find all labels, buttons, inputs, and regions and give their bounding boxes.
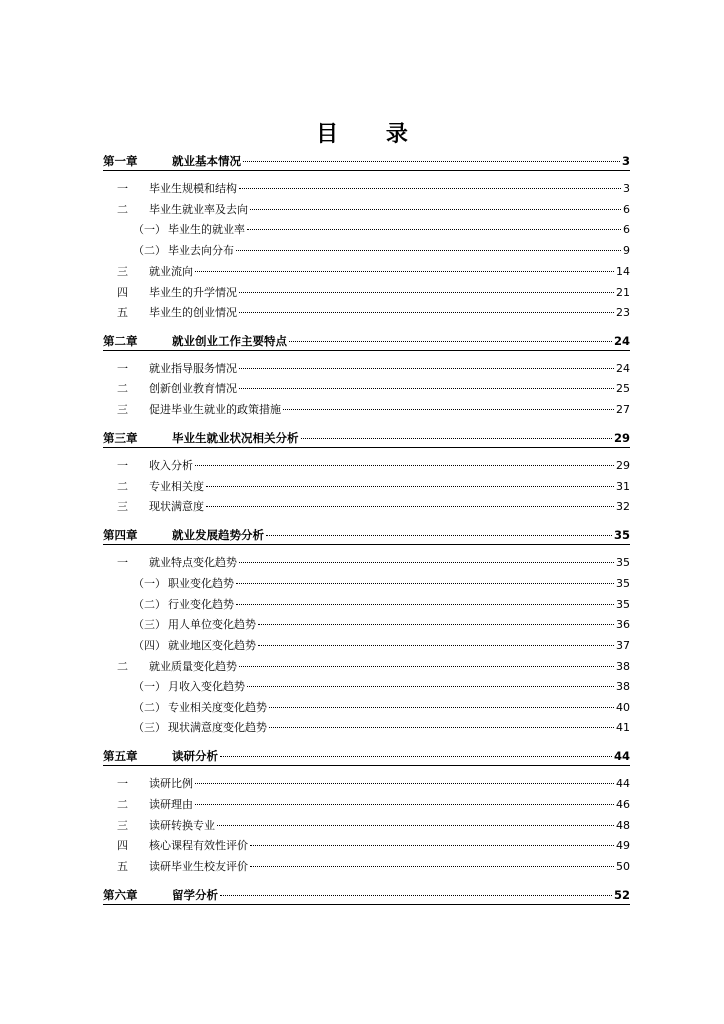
chapter-underline	[103, 170, 630, 171]
toc-entry-number: 一	[117, 459, 128, 472]
toc-entry-label: 就业基本情况	[172, 154, 241, 168]
toc-entry-label: 用人单位变化趋势	[168, 618, 256, 631]
toc-entry-page-number: 37	[616, 639, 630, 652]
toc-entry-number: 四	[117, 839, 128, 852]
toc-subsection-entry[interactable]	[103, 222, 630, 238]
toc-section-entry[interactable]	[103, 776, 630, 792]
toc-section-entry[interactable]	[103, 859, 630, 875]
toc-entry-number: 第二章	[103, 334, 138, 348]
toc-entry-label: 就业特点变化趋势	[149, 556, 237, 569]
page-title: 目 录	[316, 122, 428, 147]
dot-leader	[301, 438, 612, 439]
toc-section-entry[interactable]	[103, 659, 630, 675]
dot-leader	[250, 845, 614, 846]
toc-entry-page-number: 44	[613, 749, 630, 763]
dot-leader	[206, 486, 614, 487]
dot-leader	[236, 583, 614, 584]
toc-subsection-entry[interactable]	[103, 617, 630, 633]
toc-entry-label: 毕业生的就业率	[168, 223, 245, 236]
toc-entry-label: 就业指导服务情况	[149, 362, 237, 375]
toc-entry-page-number: 52	[613, 888, 630, 902]
toc-entry-number: 一	[117, 777, 128, 790]
toc-entry-page-number: 29	[613, 431, 630, 445]
dot-leader	[220, 756, 612, 757]
toc-entry-number: 一	[117, 556, 128, 569]
chapter-underline	[103, 904, 630, 905]
dot-leader	[269, 727, 614, 728]
toc-section-entry[interactable]	[103, 458, 630, 474]
toc-entry-number: （三）	[133, 721, 166, 734]
toc-entry-page-number: 6	[623, 223, 630, 236]
toc-entry-label: 收入分析	[149, 459, 193, 472]
dot-leader	[239, 562, 614, 563]
toc-entry-label: 就业地区变化趋势	[168, 639, 256, 652]
toc-entry-label: 毕业生规模和结构	[149, 182, 237, 195]
toc-entry-number: 第四章	[103, 528, 138, 542]
toc-entry-label: 促进毕业生就业的政策措施	[149, 403, 281, 416]
toc-entry-page-number: 21	[616, 286, 630, 299]
toc-chapter-entry[interactable]	[103, 527, 630, 543]
chapter-underline	[103, 544, 630, 545]
toc-entry-page-number: 3	[621, 154, 630, 168]
chapter-underline	[103, 765, 630, 766]
toc-section-entry[interactable]	[103, 381, 630, 397]
dot-leader	[195, 804, 614, 805]
dot-leader	[247, 686, 614, 687]
toc-section-entry[interactable]	[103, 305, 630, 321]
toc-section-entry[interactable]	[103, 479, 630, 495]
toc-entry-label: 读研理由	[149, 798, 193, 811]
dot-leader	[258, 624, 614, 625]
toc-entry-number: 二	[117, 660, 128, 673]
toc-entry-number: （四）	[133, 639, 166, 652]
toc-entry-page-number: 25	[616, 382, 630, 395]
toc-entry-number: （一）	[133, 680, 166, 693]
toc-entry-label: 月收入变化趋势	[168, 680, 245, 693]
toc-entry-number: 二	[117, 203, 128, 216]
toc-subsection-entry[interactable]	[103, 638, 630, 654]
dot-leader	[250, 209, 621, 210]
dot-leader	[250, 866, 614, 867]
toc-entry-number: 二	[117, 382, 128, 395]
toc-entry-page-number: 50	[616, 860, 630, 873]
toc-entry-number: 二	[117, 798, 128, 811]
toc-entry-page-number: 36	[616, 618, 630, 631]
toc-entry-label: 毕业生就业率及去向	[149, 203, 248, 216]
toc-entry-page-number: 41	[616, 721, 630, 734]
dot-leader	[195, 783, 614, 784]
toc-entry-number: （二）	[133, 244, 166, 257]
toc-entry-page-number: 31	[616, 480, 630, 493]
toc-section-entry[interactable]	[103, 818, 630, 834]
toc-subsection-entry[interactable]	[103, 720, 630, 736]
dot-leader	[239, 388, 614, 389]
toc-entry-label: 现状满意度变化趋势	[168, 721, 267, 734]
toc-entry-number: 五	[117, 306, 128, 319]
toc-subsection-entry[interactable]	[103, 243, 630, 259]
dot-leader	[266, 535, 612, 536]
dot-leader	[239, 188, 621, 189]
dot-leader	[283, 409, 614, 410]
toc-entry-page-number: 35	[616, 577, 630, 590]
toc-entry-number: 三	[117, 819, 128, 832]
toc-entry-number: 三	[117, 265, 128, 278]
toc-section-entry[interactable]	[103, 202, 630, 218]
toc-entry-number: 一	[117, 182, 128, 195]
dot-leader	[195, 465, 614, 466]
dot-leader	[258, 645, 614, 646]
toc-entry-number: 三	[117, 403, 128, 416]
toc-entry-label: 就业质量变化趋势	[149, 660, 237, 673]
toc-entry-page-number: 27	[616, 403, 630, 416]
toc-chapter-entry[interactable]	[103, 887, 630, 903]
toc-entry-number: 四	[117, 286, 128, 299]
dot-leader	[236, 250, 621, 251]
toc-entry-number: 第三章	[103, 431, 138, 445]
toc-entry-number: （二）	[133, 598, 166, 611]
toc-entry-label: 留学分析	[172, 888, 218, 902]
toc-entry-label: 职业变化趋势	[168, 577, 234, 590]
toc-subsection-entry[interactable]	[103, 679, 630, 695]
toc-chapter-entry[interactable]	[103, 333, 630, 349]
toc-section-entry[interactable]	[103, 264, 630, 280]
toc-entry-number: （一）	[133, 223, 166, 236]
toc-entry-page-number: 29	[616, 459, 630, 472]
toc-entry-page-number: 24	[616, 362, 630, 375]
dot-leader	[239, 666, 614, 667]
toc-entry-page-number: 38	[616, 660, 630, 673]
toc-entry-number: （二）	[133, 701, 166, 714]
toc-entry-label: 毕业去向分布	[168, 244, 234, 257]
toc-entry-number: （三）	[133, 618, 166, 631]
dot-leader	[269, 707, 614, 708]
toc-entry-page-number: 40	[616, 701, 630, 714]
dot-leader	[247, 229, 621, 230]
dot-leader	[239, 368, 614, 369]
toc-entry-number: 二	[117, 480, 128, 493]
toc-entry-page-number: 46	[616, 798, 630, 811]
toc-section-entry[interactable]	[103, 555, 630, 571]
toc-entry-number: 三	[117, 500, 128, 513]
toc-chapter-entry[interactable]	[103, 430, 630, 446]
dot-leader	[243, 161, 620, 162]
toc-entry-label: 核心课程有效性评价	[149, 839, 248, 852]
toc-entry-page-number: 24	[613, 334, 630, 348]
toc-entry-number: 第五章	[103, 749, 138, 763]
toc-subsection-entry[interactable]	[103, 700, 630, 716]
toc-subsection-entry[interactable]	[103, 576, 630, 592]
toc-entry-page-number: 49	[616, 839, 630, 852]
toc-entry-number: 第一章	[103, 154, 138, 168]
toc-entry-label: 读研比例	[149, 777, 193, 790]
toc-entry-page-number: 3	[623, 182, 630, 195]
toc-entry-page-number: 35	[616, 556, 630, 569]
toc-entry-label: 现状满意度	[149, 500, 204, 513]
toc-entry-page-number: 44	[616, 777, 630, 790]
dot-leader	[239, 312, 614, 313]
toc-section-entry[interactable]	[103, 797, 630, 813]
toc-entry-number: 一	[117, 362, 128, 375]
toc-entry-label: 毕业生就业状况相关分析	[172, 431, 299, 445]
toc-section-entry[interactable]	[103, 838, 630, 854]
dot-leader	[220, 895, 612, 896]
dot-leader	[289, 341, 612, 342]
toc-entry-label: 就业创业工作主要特点	[172, 334, 287, 348]
toc-entry-label: 读研毕业生校友评价	[149, 860, 248, 873]
toc-entry-label: 读研转换专业	[149, 819, 215, 832]
toc-entry-page-number: 32	[616, 500, 630, 513]
toc-entry-label: 毕业生的升学情况	[149, 286, 237, 299]
toc-subsection-entry[interactable]	[103, 597, 630, 613]
toc-section-entry[interactable]	[103, 499, 630, 515]
toc-chapter-entry[interactable]	[103, 153, 630, 169]
dot-leader	[236, 604, 614, 605]
toc-entry-page-number: 35	[616, 598, 630, 611]
toc-entry-page-number: 38	[616, 680, 630, 693]
toc-section-entry[interactable]	[103, 402, 630, 418]
chapter-underline	[103, 447, 630, 448]
toc-entry-label: 专业相关度变化趋势	[168, 701, 267, 714]
toc-entry-page-number: 6	[623, 203, 630, 216]
toc-section-entry[interactable]	[103, 361, 630, 377]
toc-entry-page-number: 14	[616, 265, 630, 278]
toc-entry-label: 创新创业教育情况	[149, 382, 237, 395]
toc-entry-label: 就业流向	[149, 265, 193, 278]
toc-entry-page-number: 48	[616, 819, 630, 832]
toc-entry-label: 就业发展趋势分析	[172, 528, 264, 542]
toc-entry-label: 专业相关度	[149, 480, 204, 493]
toc-entry-label: 毕业生的创业情况	[149, 306, 237, 319]
toc-section-entry[interactable]	[103, 181, 630, 197]
toc-entry-label: 行业变化趋势	[168, 598, 234, 611]
toc-entry-number: 五	[117, 860, 128, 873]
toc-entry-page-number: 35	[613, 528, 630, 542]
toc-entry-page-number: 23	[616, 306, 630, 319]
toc-section-entry[interactable]	[103, 285, 630, 301]
toc-entry-page-number: 9	[623, 244, 630, 257]
chapter-underline	[103, 350, 630, 351]
dot-leader	[239, 292, 614, 293]
toc-entry-label: 读研分析	[172, 749, 218, 763]
dot-leader	[217, 825, 614, 826]
toc-entry-number: 第六章	[103, 888, 138, 902]
toc-entry-number: （一）	[133, 577, 166, 590]
dot-leader	[206, 506, 614, 507]
toc-chapter-entry[interactable]	[103, 748, 630, 764]
dot-leader	[195, 271, 614, 272]
